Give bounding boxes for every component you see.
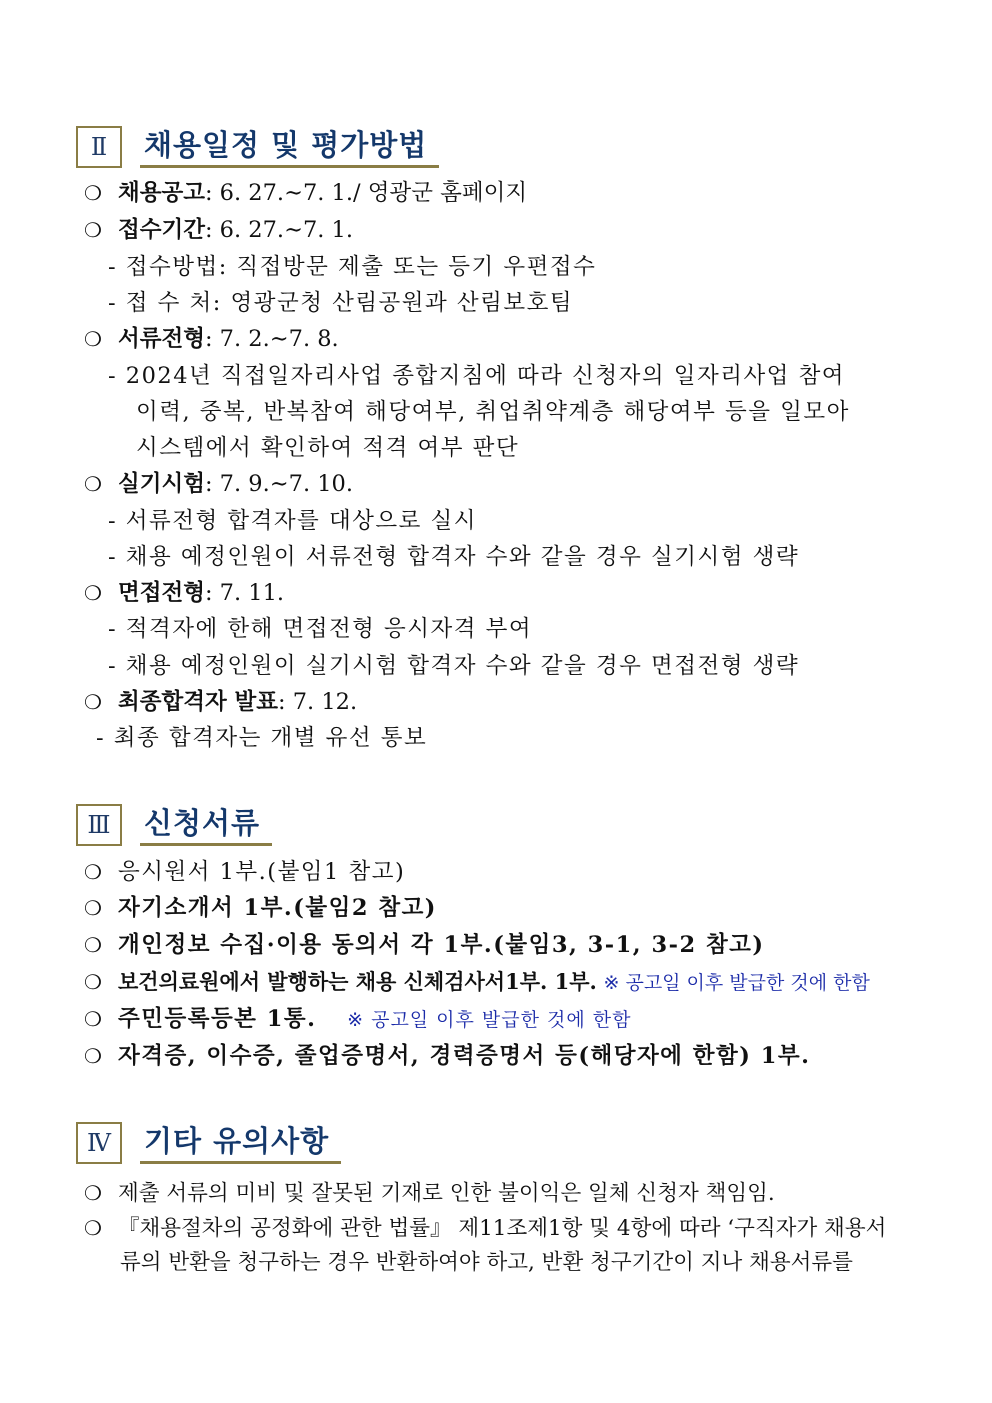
- item-text: 자기소개서 1부.(붙임2 참고): [118, 895, 437, 921]
- note-text: ※ 공고일 이후 발급한 것에 한함: [347, 1009, 632, 1031]
- document-item: [84, 1041, 810, 1071]
- item-value: : 6. 27.∼7. 1./ 영광군 홈페이지: [204, 180, 528, 206]
- item-label: 최종합격자 발표: [118, 689, 278, 715]
- schedule-item-reception: [84, 215, 353, 245]
- item-text: 자격증, 이수증, 졸업증명서, 경력증명서 등(해당자에 한함) 1부.: [118, 1043, 811, 1069]
- section-header-3: [76, 800, 272, 846]
- section-title: 기타 유의사항: [140, 1118, 341, 1164]
- sub-item: - 2024년 직접일자리사업 종합지침에 따라 신청자의 일자리사업 참여: [108, 363, 846, 389]
- item-text: 개인정보 수집·이용 동의서 각 1부.(붙임3, 3-1, 3-2 참고): [118, 932, 765, 958]
- section-header-4: [76, 1118, 341, 1164]
- sub-item: - 접 수 처: 영광군청 산림공원과 산림보호팀: [108, 290, 574, 316]
- bullet-icon: ❍: [84, 690, 102, 714]
- bullet-icon: ❍: [84, 181, 102, 205]
- notice-item-continued: 류의 반환을 청구하는 경우 반환하여야 하고, 반환 청구기간이 지나 채용서류를: [120, 1250, 853, 1275]
- schedule-item-document-screening: [84, 324, 339, 354]
- item-value: : 6. 27.∼7. 1.: [204, 217, 354, 243]
- schedule-item-interview: [84, 578, 284, 608]
- item-text: 주민등록등본 1통.: [118, 1006, 317, 1032]
- sub-item: - 적격자에 한해 면접전형 응시자격 부여: [108, 616, 533, 642]
- item-text: 보건의료원에서 발행하는 채용 신체검사서1부. 1부.: [118, 969, 597, 994]
- section-title: 신청서류: [140, 800, 272, 846]
- bullet-icon: ❍: [84, 970, 102, 994]
- sub-item: - 접수방법: 직접방문 제출 또는 등기 우편접수: [108, 254, 597, 280]
- notice-item: [84, 1178, 775, 1209]
- document-item: [84, 893, 437, 923]
- notice-item: [84, 1213, 886, 1244]
- bullet-icon: ❍: [84, 1044, 104, 1068]
- bullet-icon: ❍: [84, 860, 104, 884]
- bullet-icon: ❍: [84, 581, 102, 605]
- item-value: : 7. 2.∼7. 8.: [204, 326, 339, 352]
- bullet-icon: ❍: [84, 933, 104, 957]
- item-label: 접수기간: [118, 217, 205, 243]
- document-item: [84, 967, 870, 998]
- bullet-icon: ❍: [84, 218, 102, 242]
- section-header-2: [76, 122, 439, 168]
- schedule-item-practical-test: [84, 469, 353, 499]
- sub-item: - 최종 합격자는 개별 유선 통보: [96, 725, 428, 751]
- item-label: 서류전형: [118, 326, 205, 352]
- bullet-icon: ❍: [84, 1007, 104, 1031]
- sub-item: - 채용 예정인원이 실기시험 합격자 수와 같을 경우 면접전형 생략: [108, 653, 800, 679]
- bullet-icon: ❍: [84, 1181, 102, 1205]
- document-item: [84, 930, 765, 960]
- bullet-icon: ❍: [84, 327, 102, 351]
- item-label: 실기시험: [118, 471, 205, 497]
- section-title: 채용일정 및 평가방법: [140, 122, 439, 168]
- section-number: Ⅲ: [76, 804, 122, 846]
- schedule-item-final-announcement: [84, 687, 357, 717]
- schedule-item-notice: [84, 178, 527, 208]
- item-value: : 7. 9.∼7. 10.: [204, 471, 354, 497]
- document-item: [84, 1004, 632, 1035]
- item-text: 『채용절차의 공정화에 관한 법률』 제11조제1항 및 4항에 따라 ‘구직자가 채용서: [118, 1216, 887, 1241]
- item-text: 제출 서류의 미비 및 잘못된 기재로 인한 불이익은 일체 신청자 책임임.: [118, 1181, 775, 1206]
- bullet-icon: ❍: [84, 1216, 102, 1240]
- sub-item: - 서류전형 합격자를 대상으로 실시: [108, 508, 478, 534]
- bullet-icon: ❍: [84, 472, 102, 496]
- section-number: Ⅱ: [76, 126, 122, 168]
- item-value: : 7. 11.: [204, 580, 285, 606]
- item-value: : 7. 12.: [277, 689, 358, 715]
- document-item: [84, 857, 405, 887]
- sub-item-continued: 이력, 중복, 반복참여 해당여부, 취업취약계층 해당여부 등을 일모아: [136, 399, 850, 425]
- item-label: 채용공고: [118, 180, 205, 206]
- note-text: ※ 공고일 이후 발급한 것에 한함: [603, 972, 870, 994]
- bullet-icon: ❍: [84, 896, 104, 920]
- sub-item: - 채용 예정인원이 서류전형 합격자 수와 같을 경우 실기시험 생략: [108, 544, 800, 570]
- sub-item-continued: 시스템에서 확인하여 적격 여부 판단: [136, 435, 520, 461]
- section-number: Ⅳ: [76, 1122, 122, 1164]
- item-text: 응시원서 1부.(붙임1 참고): [118, 859, 406, 885]
- item-label: 면접전형: [118, 580, 205, 606]
